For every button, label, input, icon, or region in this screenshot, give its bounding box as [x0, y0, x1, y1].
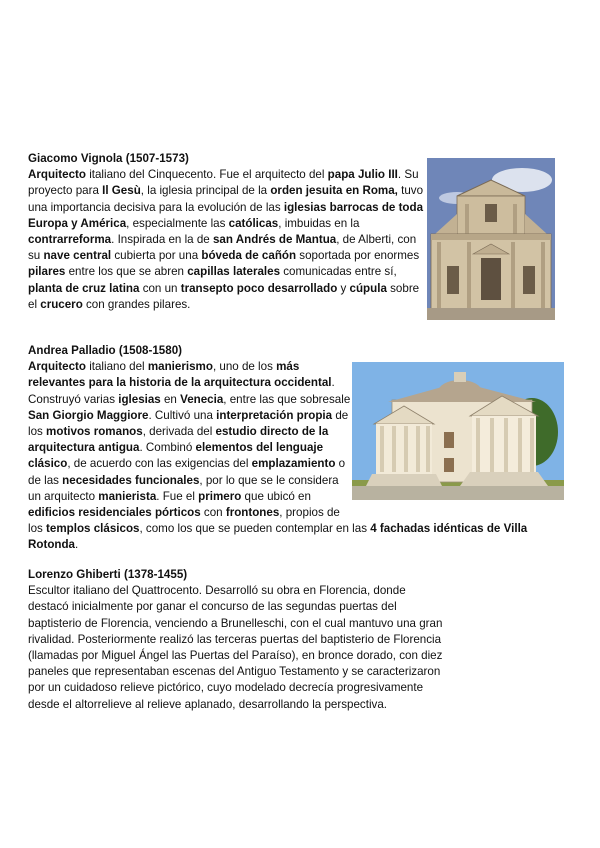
- text-run: , imbuidas en la: [278, 216, 360, 230]
- villa-rotonda-photo: [352, 362, 564, 500]
- bold-term: nave central: [43, 249, 112, 263]
- text-run: y: [337, 281, 350, 295]
- text-run: , propios de los: [28, 506, 340, 536]
- bold-term: iglesias: [118, 392, 161, 406]
- text-run: . Inspirada en la de: [111, 233, 213, 247]
- bold-term: motivos romanos: [46, 425, 143, 439]
- text-run: italiano del: [85, 360, 148, 374]
- bold-term: manierista: [98, 489, 157, 503]
- text-run: con grandes pilares.: [82, 297, 191, 311]
- text-run: comunicadas entre sí,: [280, 265, 397, 279]
- section-body: [28, 583, 448, 713]
- section-vignola: [28, 151, 426, 313]
- text-run: , como los que se pueden contemplar en las: [139, 522, 371, 536]
- section-body: [28, 167, 426, 313]
- bold-term: 4 fachadas idénticas de Villa Rotonda: [28, 522, 528, 552]
- text-run: o de las: [28, 457, 346, 487]
- section-ghiberti: [28, 567, 448, 713]
- bold-term: estudio directo de la arquitectura antigua: [28, 425, 329, 455]
- text-run: en: [160, 392, 181, 406]
- bold-term: orden jesuita en Roma,: [270, 184, 398, 198]
- text-run: con un: [139, 281, 181, 295]
- text-run: sobre el: [28, 281, 420, 311]
- text-run: tuvo una importancia decisiva para la evolución de las: [28, 184, 424, 214]
- bold-term: Il Gesù: [102, 184, 141, 198]
- bold-term: primero: [198, 489, 242, 503]
- bold-term: San Giorgio Maggiore: [28, 408, 149, 422]
- text-run: italiano del Cinquecento. Fue el arquitecto del: [85, 168, 328, 182]
- bold-term: contrarreforma: [28, 233, 112, 247]
- text-run: , por lo que se le considera un arquitecto: [28, 473, 339, 503]
- bold-term: cúpula: [349, 281, 387, 295]
- text-run: , de Alberti, con su: [28, 233, 417, 263]
- text-run: cubierta por una: [111, 249, 202, 263]
- bold-term: elementos del lenguaje clásico: [28, 441, 324, 471]
- bold-term: edificios residenciales pórticos: [28, 506, 201, 520]
- bold-term: planta de cruz latina: [28, 281, 140, 295]
- bold-term: frontones: [225, 506, 280, 520]
- bold-term: bóveda de cañón: [201, 249, 297, 263]
- text-run: de los: [28, 408, 349, 439]
- bold-term: católicas: [228, 216, 279, 230]
- bold-term: emplazamiento: [251, 457, 336, 471]
- bold-term: capillas laterales: [187, 265, 281, 279]
- bold-term: más relevantes para la historia de la arquitectura occidental: [28, 360, 332, 390]
- text-run: , especialmente las: [126, 216, 229, 230]
- text-run: Escultor italiano del Quattrocento. Desarrolló su obra en Florencia, donde destacó inicialmente por ganar el concurso de las segundas puertas del baptisterio de Florencia, venciendo a Brunelleschi, con el cual mantuvo una gran rivalidad. Posteriormente realizó las terceras puertas del baptisterio de Florencia (llamadas por Miguel Ángel las Puertas del Paraíso), en bronce dorado, con diez paneles que representaban escenas del Antiguo Testamento y se caracterizaron por un cuidadoso relieve pictórico, cuyo modelado decrecía progresivamente desde el altorrelieve al relieve aplanado, desarrollando la perspectiva.: [28, 584, 443, 711]
- text-run: , uno de los: [212, 360, 277, 374]
- bold-term: transepto poco desarrollado: [180, 281, 338, 295]
- bold-term: san Andrés de Mantua: [212, 233, 337, 247]
- text-run: . Combinó: [139, 441, 196, 455]
- text-run: . Fue el: [156, 489, 199, 503]
- text-run: soportada por enormes: [296, 249, 420, 263]
- bold-term: manierismo: [147, 360, 213, 374]
- text-run: , entre las que sobresale: [223, 392, 351, 406]
- section-title: Giacomo Vignola (1507-1573): [28, 152, 189, 165]
- bold-term: pilares: [28, 265, 66, 279]
- text-run: , derivada del: [142, 425, 216, 439]
- section-title: Lorenzo Ghiberti (1378-1455): [28, 568, 188, 581]
- bold-term: Venecia: [180, 392, 224, 406]
- bold-term: Arquitecto: [28, 360, 86, 374]
- text-run: . Su proyecto para: [28, 168, 419, 198]
- bold-term: templos clásicos: [46, 522, 140, 536]
- bold-term: papa Julio III: [327, 168, 398, 182]
- bold-term: Arquitecto: [28, 168, 86, 182]
- il-gesu-church-photo: [427, 158, 555, 320]
- section-title: Andrea Palladio (1508-1580): [28, 344, 183, 357]
- bold-term: interpretación propia: [216, 408, 333, 422]
- text-run: con: [200, 506, 226, 520]
- bold-term: necesidades funcionales: [62, 473, 200, 487]
- text-run: , de acuerdo con las exigencias del: [67, 457, 252, 471]
- text-run: entre los que se abren: [65, 265, 188, 279]
- text-run: . Cultivó una: [148, 408, 217, 422]
- bold-term: crucero: [40, 297, 83, 311]
- text-run: que ubicó en: [241, 489, 311, 503]
- text-run: .: [75, 538, 79, 552]
- bold-term: iglesias barrocas de toda Europa y América: [28, 200, 424, 230]
- text-run: . Construyó varias: [28, 376, 335, 406]
- text-run: , la iglesia principal de la: [140, 184, 271, 198]
